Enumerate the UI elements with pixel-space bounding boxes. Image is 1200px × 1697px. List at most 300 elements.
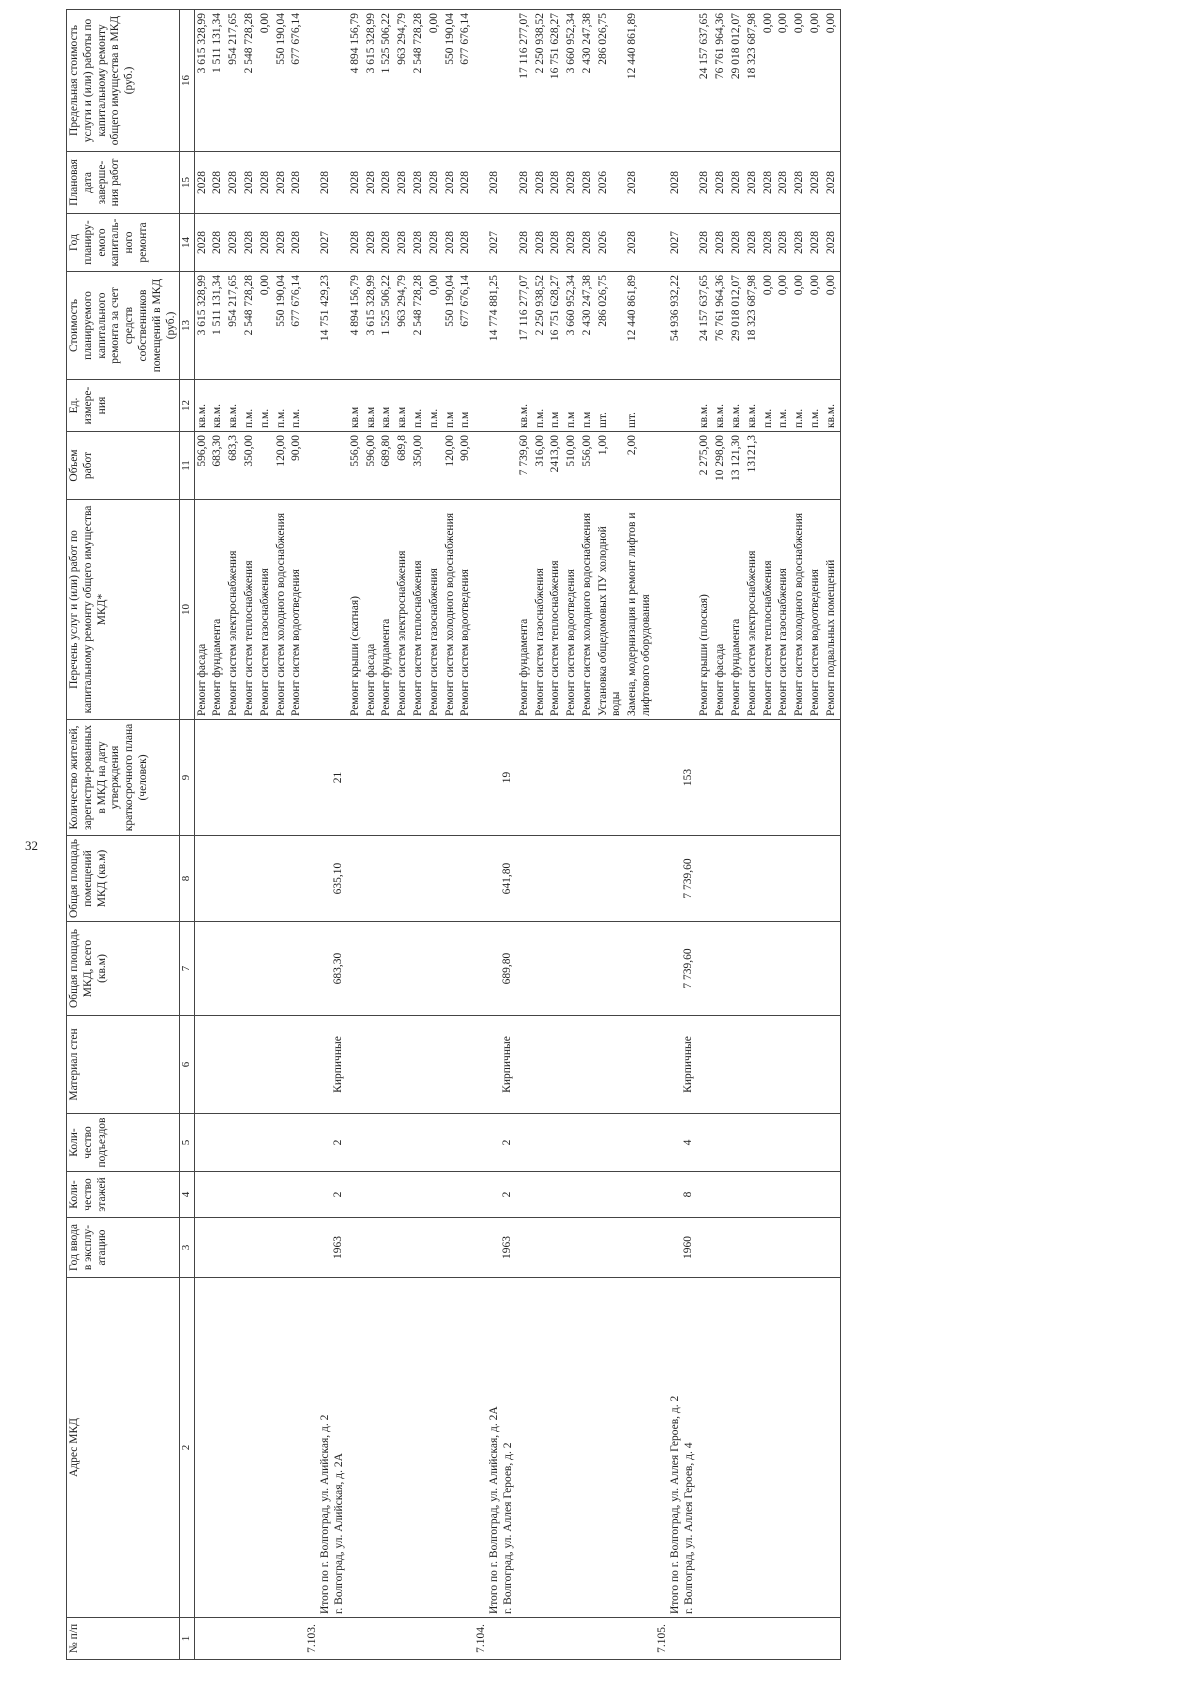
empty-cell <box>564 1016 580 1114</box>
work-unit-cell: п.м <box>564 380 580 432</box>
empty-cell <box>729 1218 745 1278</box>
work-year-cell: 2028 <box>411 214 427 272</box>
work-end-cell: 2028 <box>194 152 210 214</box>
work-volume-cell: 556,00 <box>348 432 364 500</box>
work-year-cell: 2026 <box>596 214 626 272</box>
column-number: 14 <box>180 214 194 272</box>
column-number: 16 <box>180 10 194 152</box>
empty-cell <box>210 1618 226 1660</box>
empty-cell <box>364 1218 380 1278</box>
work-unit-cell: п.м <box>458 380 474 432</box>
work-name-cell: Ремонт фасада <box>194 500 210 720</box>
empty-cell <box>824 1172 840 1218</box>
work-unit-cell: кв.м. <box>194 380 210 432</box>
work-limit-cell: 29 018 012,07 <box>729 10 745 152</box>
work-row <box>348 10 364 1660</box>
area-rooms-cell: 641,80 <box>474 836 517 922</box>
work-end-cell: 2028 <box>427 152 443 214</box>
total-label: Итого по г. Волгоград, ул. Алийская, д. 2 <box>319 1414 332 1614</box>
work-limit-cell: 1 511 131,34 <box>210 10 226 152</box>
work-year-cell: 2028 <box>427 214 443 272</box>
empty-cell <box>776 1218 792 1278</box>
empty-cell <box>274 836 290 922</box>
empty-cell <box>697 1278 713 1618</box>
work-unit-cell: п.м. <box>274 380 290 432</box>
empty-cell <box>364 1618 380 1660</box>
empty-cell <box>580 1618 596 1660</box>
work-volume-cell: 10 298,00 <box>713 432 729 500</box>
work-volume-cell <box>808 432 824 500</box>
empty-cell <box>697 1114 713 1172</box>
empty-cell <box>596 1218 626 1278</box>
work-name-cell: Ремонт фасада <box>364 500 380 720</box>
work-name-cell: Ремонт систем электроснабжения <box>395 500 411 720</box>
empty-cell <box>533 1218 549 1278</box>
empty-cell <box>548 1618 564 1660</box>
empty-cell <box>443 836 459 922</box>
work-year-cell: 2028 <box>458 214 474 272</box>
empty-cell <box>625 720 655 836</box>
empty-cell <box>713 922 729 1016</box>
work-year-cell: 2028 <box>443 214 459 272</box>
work-end-cell: 2028 <box>395 152 411 214</box>
empty-cell <box>364 922 380 1016</box>
empty-cell <box>458 1218 474 1278</box>
work-limit-cell: 76 761 964,36 <box>713 10 729 152</box>
work-end-cell: 2028 <box>713 152 729 214</box>
work-row <box>242 10 258 1660</box>
work-row <box>776 10 792 1660</box>
empty-cell <box>274 720 290 836</box>
empty-cell <box>580 836 596 922</box>
work-end-cell: 2028 <box>824 152 840 214</box>
work-row <box>411 10 427 1660</box>
empty-cell <box>226 1172 242 1218</box>
work-volume-cell: 689,8 <box>395 432 411 500</box>
empty-cell <box>458 1114 474 1172</box>
empty-cell <box>745 1278 761 1618</box>
work-volume-cell <box>824 432 840 500</box>
column-number: 13 <box>180 272 194 380</box>
empty-cell <box>289 1114 305 1172</box>
area-rooms-cell: 7 739,60 <box>655 836 698 922</box>
empty-cell <box>274 1618 290 1660</box>
empty-cell <box>517 836 533 922</box>
empty-cell <box>364 1114 380 1172</box>
empty-cell <box>713 1172 729 1218</box>
empty-cell <box>745 836 761 922</box>
work-unit-cell: п.м. <box>258 380 274 432</box>
empty-cell <box>745 922 761 1016</box>
work-row <box>548 10 564 1660</box>
work-row <box>443 10 459 1660</box>
empty-cell <box>210 1172 226 1218</box>
work-name-cell: Ремонт систем теплоснабжения <box>761 500 777 720</box>
column-number: 1 <box>180 1618 194 1660</box>
header-cell: Количество жителей, зарегистри-рованных в МКД на дату утверждения краткосрочного плана (человек) <box>67 720 180 836</box>
empty-cell <box>395 1172 411 1218</box>
header-cell: Адрес МКД <box>67 1278 180 1618</box>
empty-cell <box>210 1016 226 1114</box>
total-cost-cell: 14 774 881,25 <box>474 272 517 380</box>
empty-cell <box>564 1218 580 1278</box>
work-volume-cell: 90,00 <box>289 432 305 500</box>
work-limit-cell: 24 157 637,65 <box>697 10 713 152</box>
row-number: 7.103. <box>305 1618 348 1660</box>
empty-cell <box>289 1618 305 1660</box>
empty-cell <box>564 1114 580 1172</box>
empty-cell <box>517 720 533 836</box>
work-limit-cell: 1 525 506,22 <box>379 10 395 152</box>
work-unit-cell: кв.м. <box>745 380 761 432</box>
year-built-cell: 1960 <box>655 1218 698 1278</box>
work-year-cell: 2028 <box>729 214 745 272</box>
empty-cell <box>242 1618 258 1660</box>
empty-cell <box>258 1016 274 1114</box>
header-cell: Год ввода в эксплу-атацию <box>67 1218 180 1278</box>
empty-cell <box>729 1172 745 1218</box>
total-cost-cell: 14 751 429,23 <box>305 272 348 380</box>
work-limit-cell: 963 294,79 <box>395 10 411 152</box>
work-row <box>258 10 274 1660</box>
work-year-cell: 2028 <box>580 214 596 272</box>
work-name-cell: Ремонт фундамента <box>729 500 745 720</box>
empty-cell <box>745 1114 761 1172</box>
empty-cell <box>824 720 840 836</box>
work-end-cell: 2028 <box>210 152 226 214</box>
empty-cell <box>274 1016 290 1114</box>
work-year-cell: 2028 <box>761 214 777 272</box>
empty-cell <box>564 922 580 1016</box>
work-name-cell: Ремонт подвальных помещений <box>824 500 840 720</box>
empty-cell <box>226 1618 242 1660</box>
work-cost-cell: 2 250 938,52 <box>533 272 549 380</box>
work-row <box>274 10 290 1660</box>
empty-cell <box>427 1114 443 1172</box>
empty-cell <box>729 1016 745 1114</box>
empty-cell <box>729 836 745 922</box>
empty-cell <box>348 1218 364 1278</box>
empty-cell <box>792 1218 808 1278</box>
empty-cell <box>713 1016 729 1114</box>
empty-cell <box>274 922 290 1016</box>
work-volume-cell: 120,00 <box>274 432 290 500</box>
empty-cell <box>713 1618 729 1660</box>
area-rooms-cell: 635,10 <box>305 836 348 922</box>
empty-cell <box>792 1114 808 1172</box>
empty-cell <box>411 720 427 836</box>
empty-cell <box>379 720 395 836</box>
work-cost-cell: 550 190,04 <box>274 272 290 380</box>
work-cost-cell: 0,00 <box>792 272 808 380</box>
total-end-cell: 2028 <box>305 152 348 214</box>
work-end-cell: 2028 <box>776 152 792 214</box>
empty-cell <box>625 836 655 922</box>
work-name-cell: Ремонт систем электроснабжения <box>745 500 761 720</box>
work-row <box>379 10 395 1660</box>
empty-cell <box>226 922 242 1016</box>
empty-cell <box>226 1114 242 1172</box>
header-cell: Плановая дата заверше-ния работ <box>67 152 180 214</box>
empty-cell <box>580 1016 596 1114</box>
work-row <box>713 10 729 1660</box>
empty-cell <box>411 1016 427 1114</box>
empty-cell <box>411 1114 427 1172</box>
work-volume-cell <box>427 432 443 500</box>
work-limit-cell: 16 751 628,27 <box>548 10 564 152</box>
work-year-cell: 2028 <box>274 214 290 272</box>
work-unit-cell: кв.м <box>364 380 380 432</box>
empty-cell <box>226 720 242 836</box>
empty-cell <box>474 432 517 500</box>
work-year-cell: 2028 <box>242 214 258 272</box>
work-name-cell: Ремонт фундамента <box>379 500 395 720</box>
empty-cell <box>564 836 580 922</box>
empty-cell <box>242 1278 258 1618</box>
empty-cell <box>533 1278 549 1618</box>
empty-cell <box>580 1218 596 1278</box>
empty-cell <box>761 720 777 836</box>
empty-cell <box>792 1172 808 1218</box>
empty-cell <box>517 1218 533 1278</box>
work-name-cell: Ремонт систем теплоснабжения <box>411 500 427 720</box>
empty-cell <box>808 1016 824 1114</box>
work-volume-cell: 556,00 <box>580 432 596 500</box>
empty-cell <box>761 1114 777 1172</box>
column-number: 11 <box>180 432 194 500</box>
empty-cell <box>194 1278 210 1618</box>
empty-cell <box>379 922 395 1016</box>
empty-cell <box>548 1016 564 1114</box>
empty-cell <box>274 1218 290 1278</box>
empty-cell <box>655 380 698 432</box>
row-number: 7.104. <box>474 1618 517 1660</box>
work-row <box>517 10 533 1660</box>
empty-cell <box>289 1172 305 1218</box>
empty-cell <box>289 836 305 922</box>
work-end-cell: 2028 <box>274 152 290 214</box>
empty-cell <box>697 1618 713 1660</box>
house-header-row <box>655 10 698 1660</box>
residents-cell: 21 <box>305 720 348 836</box>
work-volume-cell: 13 121,30 <box>729 432 745 500</box>
empty-cell <box>745 1016 761 1114</box>
empty-cell <box>792 1016 808 1114</box>
empty-cell <box>596 1016 626 1114</box>
empty-cell <box>411 1218 427 1278</box>
empty-cell <box>242 922 258 1016</box>
work-cost-cell: 550 190,04 <box>443 272 459 380</box>
work-unit-cell: кв.м. <box>517 380 533 432</box>
header-cell: Год планиру-емого капиталь-ного ремонта <box>67 214 180 272</box>
empty-cell <box>411 1278 427 1618</box>
work-end-cell: 2026 <box>596 152 626 214</box>
work-row <box>364 10 380 1660</box>
empty-cell <box>395 1218 411 1278</box>
empty-cell <box>210 1218 226 1278</box>
empty-cell <box>580 1114 596 1172</box>
empty-cell <box>474 10 517 152</box>
empty-cell <box>348 1278 364 1618</box>
work-row <box>194 10 210 1660</box>
work-end-cell: 2028 <box>348 152 364 214</box>
empty-cell <box>226 836 242 922</box>
walls-cell: Кирпичные <box>655 1016 698 1114</box>
work-volume-cell: 596,00 <box>364 432 380 500</box>
empty-cell <box>824 1218 840 1278</box>
work-row <box>533 10 549 1660</box>
empty-cell <box>427 1172 443 1218</box>
empty-cell <box>458 720 474 836</box>
empty-cell <box>625 1618 655 1660</box>
empty-cell <box>697 1016 713 1114</box>
empty-cell <box>395 922 411 1016</box>
empty-cell <box>379 1278 395 1618</box>
work-unit-cell: п.м. <box>533 380 549 432</box>
empty-cell <box>580 922 596 1016</box>
empty-cell <box>808 1172 824 1218</box>
work-limit-cell: 0,00 <box>808 10 824 152</box>
empty-cell <box>395 1114 411 1172</box>
empty-cell <box>517 1278 533 1618</box>
column-number: 15 <box>180 152 194 214</box>
work-cost-cell: 677 676,14 <box>458 272 474 380</box>
page-number: 32 <box>25 838 38 853</box>
work-year-cell: 2028 <box>625 214 655 272</box>
empty-cell <box>411 836 427 922</box>
empty-cell <box>517 1618 533 1660</box>
work-cost-cell: 1 525 506,22 <box>379 272 395 380</box>
work-unit-cell: п.м. <box>427 380 443 432</box>
empty-cell <box>596 1278 626 1618</box>
empty-cell <box>548 1278 564 1618</box>
work-row <box>580 10 596 1660</box>
empty-cell <box>761 1278 777 1618</box>
empty-cell <box>745 1172 761 1218</box>
work-end-cell: 2028 <box>258 152 274 214</box>
empty-cell <box>655 10 698 152</box>
empty-cell <box>443 1016 459 1114</box>
work-name-cell: Ремонт систем газоснабжения <box>427 500 443 720</box>
empty-cell <box>443 720 459 836</box>
empty-cell <box>533 1114 549 1172</box>
column-number: 12 <box>180 380 194 432</box>
empty-cell <box>824 1016 840 1114</box>
empty-cell <box>625 922 655 1016</box>
empty-cell <box>458 922 474 1016</box>
work-name-cell: Ремонт систем холодного водоснабжения <box>443 500 459 720</box>
work-volume-cell: 683,3 <box>226 432 242 500</box>
work-cost-cell: 4 894 156,79 <box>348 272 364 380</box>
work-limit-cell: 0,00 <box>776 10 792 152</box>
empty-cell <box>443 1618 459 1660</box>
column-number-row <box>180 10 194 1660</box>
empty-cell <box>364 1172 380 1218</box>
empty-cell <box>443 1172 459 1218</box>
empty-cell <box>580 1172 596 1218</box>
header-cell: Перечень услуг и (или) работ по капитальному ремонту общего имущества МКД* <box>67 500 180 720</box>
address-cell <box>474 1278 517 1618</box>
year-built-cell: 1963 <box>474 1218 517 1278</box>
empty-cell <box>596 1618 626 1660</box>
work-end-cell: 2028 <box>792 152 808 214</box>
work-unit-cell: п.м <box>580 380 596 432</box>
empty-cell <box>458 836 474 922</box>
empty-cell <box>443 1114 459 1172</box>
empty-cell <box>443 922 459 1016</box>
work-row <box>625 10 655 1660</box>
empty-cell <box>625 1218 655 1278</box>
empty-cell <box>274 1114 290 1172</box>
work-limit-cell: 17 116 277,07 <box>517 10 533 152</box>
column-number: 9 <box>180 720 194 836</box>
work-name-cell: Ремонт крыши (скатная) <box>348 500 364 720</box>
work-limit-cell: 0,00 <box>427 10 443 152</box>
work-name-cell: Ремонт систем газоснабжения <box>776 500 792 720</box>
work-unit-cell: кв.м. <box>697 380 713 432</box>
empty-cell <box>427 720 443 836</box>
header-cell: Объем работ <box>67 432 180 500</box>
work-limit-cell: 550 190,04 <box>274 10 290 152</box>
work-name-cell: Ремонт систем газоснабжения <box>533 500 549 720</box>
work-name-cell: Ремонт систем водоотведения <box>289 500 305 720</box>
work-year-cell: 2028 <box>364 214 380 272</box>
empty-cell <box>194 922 210 1016</box>
work-end-cell: 2028 <box>564 152 580 214</box>
empty-cell <box>427 1618 443 1660</box>
empty-cell <box>761 922 777 1016</box>
work-cost-cell: 0,00 <box>824 272 840 380</box>
work-cost-cell: 2 430 247,38 <box>580 272 596 380</box>
header-cell: № п/п <box>67 1618 180 1660</box>
work-year-cell: 2028 <box>824 214 840 272</box>
capital-repair-table <box>66 9 841 1660</box>
empty-cell <box>458 1618 474 1660</box>
work-year-cell: 2028 <box>792 214 808 272</box>
work-row <box>697 10 713 1660</box>
total-year-cell: 2027 <box>305 214 348 272</box>
work-volume-cell <box>761 432 777 500</box>
empty-cell <box>729 720 745 836</box>
empty-cell <box>364 720 380 836</box>
header-row <box>67 10 180 1660</box>
work-row <box>729 10 745 1660</box>
work-unit-cell: п.м. <box>776 380 792 432</box>
empty-cell <box>258 1618 274 1660</box>
work-unit-cell: кв.м. <box>729 380 745 432</box>
empty-cell <box>289 720 305 836</box>
empty-cell <box>427 1218 443 1278</box>
empty-cell <box>808 836 824 922</box>
empty-cell <box>548 836 564 922</box>
empty-cell <box>194 1172 210 1218</box>
empty-cell <box>792 922 808 1016</box>
work-unit-cell: п.м. <box>242 380 258 432</box>
empty-cell <box>194 836 210 922</box>
empty-cell <box>226 1016 242 1114</box>
work-end-cell: 2028 <box>364 152 380 214</box>
empty-cell <box>395 1278 411 1618</box>
empty-cell <box>596 836 626 922</box>
empty-cell <box>808 1218 824 1278</box>
empty-cell <box>210 1278 226 1618</box>
empty-cell <box>348 922 364 1016</box>
empty-cell <box>792 1278 808 1618</box>
work-limit-cell: 2 548 728,28 <box>242 10 258 152</box>
work-name-cell: Ремонт систем водоотведения <box>458 500 474 720</box>
empty-cell <box>379 836 395 922</box>
floors-cell: 2 <box>305 1172 348 1218</box>
